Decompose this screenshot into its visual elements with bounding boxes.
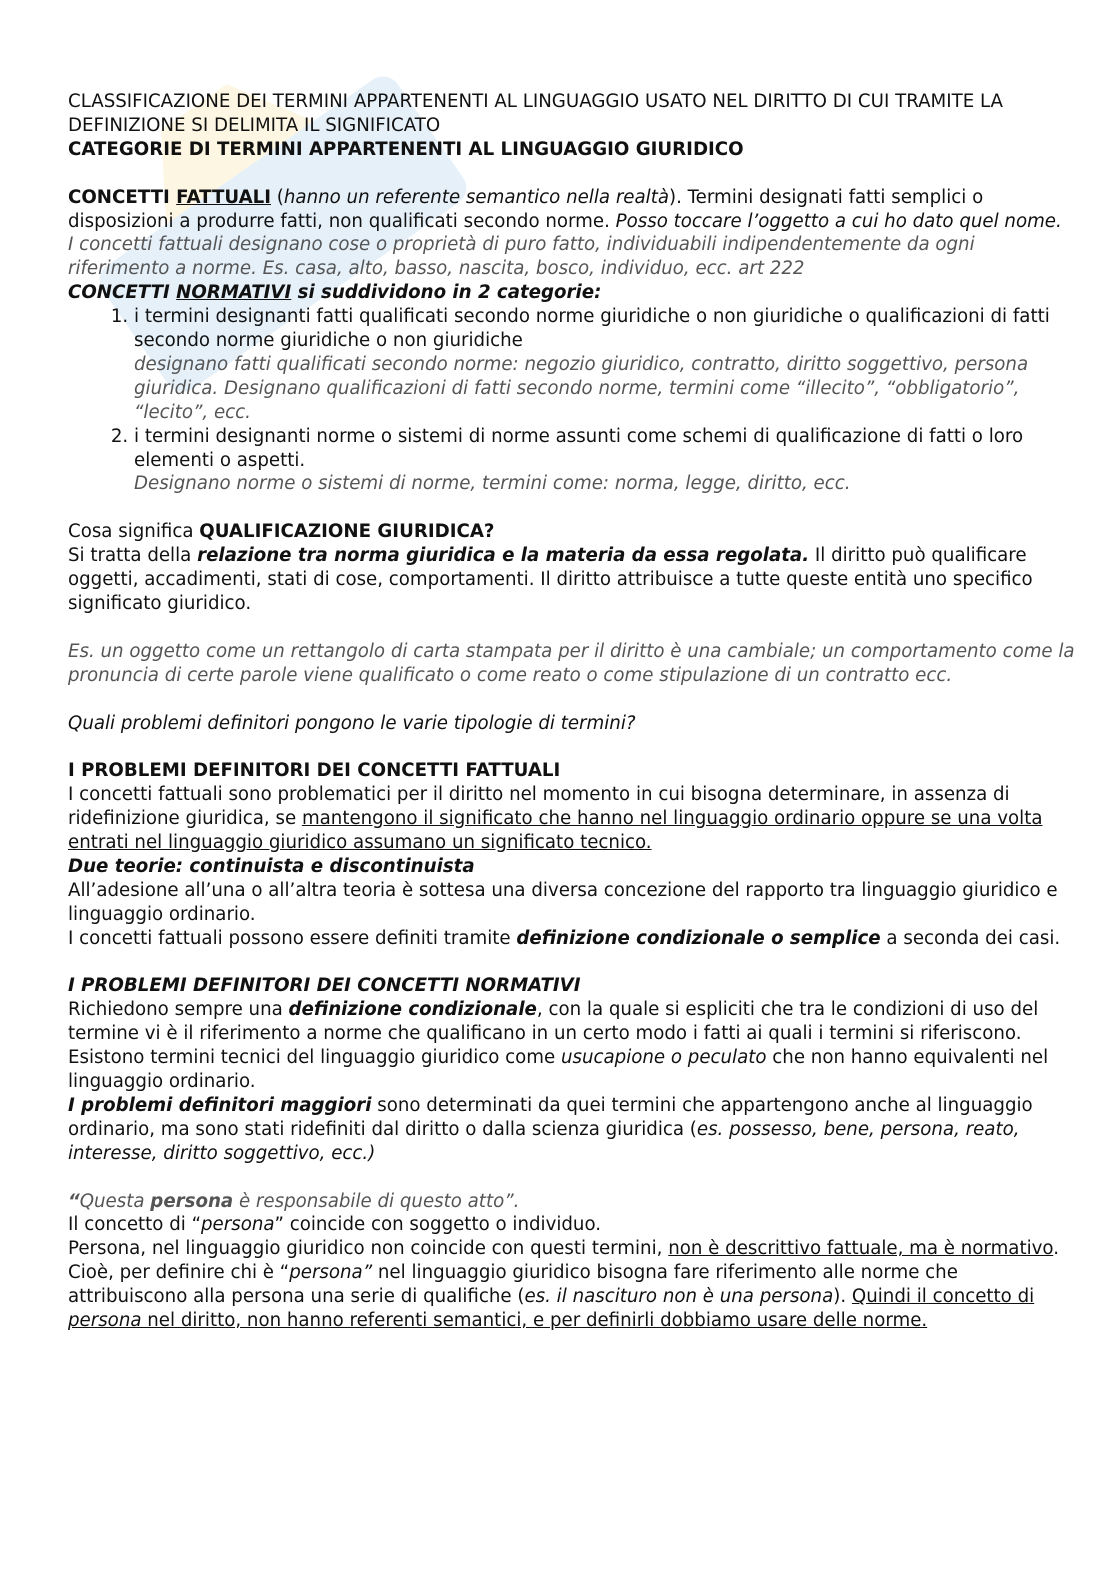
technical-terms-paragraph: Esistono termini tecnici del linguaggio giuridico come usucapione o peculato che non hanno equivalenti nel linguaggio ordinario. bbox=[68, 1047, 1049, 1093]
persona-concept-paragraph: Il concetto di “persona” coincide con soggetto o individuo. bbox=[68, 1214, 602, 1236]
fattuali-note: I concetti fattuali designano cose o proprietà di puro fatto, individuabili indipendentemente da ogni riferimento a norme. Es. casa, alto, basso, nascita, bosco, individuo, ecc. art 222 bbox=[68, 234, 975, 280]
problems-question: Quali problemi definitori pongono le varie tipologie di termini? bbox=[68, 712, 636, 734]
persona-quote: “Questa persona è responsabile di questo atto”. bbox=[68, 1190, 520, 1212]
document-page bbox=[68, 90, 1078, 1333]
normativi-heading: CONCETTI NORMATIVI si suddividono in 2 categorie: bbox=[68, 282, 602, 304]
list-item: 1. i termini designanti fatti qualificati secondo norme giuridiche o non giuridiche o qualificazioni di fatti secondo norme giuridiche o non giuridiche designano fatti qualificati secondo norme: negozio giuridico, contratto, diritto soggettivo, persona giuridica. Designano qualificazioni di fatti secondo norme, termini come “illecito”, “obbligatorio”, “lecito”, ecc. bbox=[134, 305, 1078, 425]
theories-heading: Due teorie: continuista e discontinuista bbox=[68, 855, 475, 877]
normativi-problems-heading: I PROBLEMI DEFINITORI DEI CONCETTI NORMATIVI bbox=[68, 975, 581, 997]
fattuali-term: FATTUALI bbox=[176, 186, 272, 208]
title-categories: CATEGORIE DI TERMINI APPARTENENTI AL LINGUAGGIO GIURIDICO bbox=[68, 138, 744, 160]
fattuali-paragraph: CONCETTI FATTUALI (hanno un referente semantico nella realtà). Termini designati fatti semplici o disposizioni a produrre fatti, non qualificati secondo norme. Posso toccare l’oggetto a cui ho dato quel nome. bbox=[68, 186, 1062, 232]
theories-paragraph: All’adesione all’una o all’altra teoria è sottesa una diversa concezione del rapporto tra linguaggio giuridico e linguaggio ordinario. bbox=[68, 879, 1058, 925]
fattuali-problems-paragraph: I concetti fattuali sono problematici per il diritto nel momento in cui bisogna determinare, in assenza di ridefinizione giuridica, se mantengono il significato che hanno nel linguaggio ordinario oppure se una volta entrati nel linguaggio giuridico assumano un significato tecnico. bbox=[68, 784, 1043, 854]
fattuali-problems-heading: I PROBLEMI DEFINITORI DEI CONCETTI FATTUALI bbox=[68, 760, 561, 782]
title-classification: CLASSIFICAZIONE DEI TERMINI APPARTENENTI AL LINGUAGGIO USATO NEL DIRITTO DI CUI TRAMITE LA DEFINIZIONE SI DELIMITA IL SIGNIFICATO bbox=[68, 91, 1003, 136]
fattuali-definition-paragraph: I concetti fattuali possono essere definiti tramite definizione condizionale o semplice a seconda dei casi. bbox=[68, 927, 1061, 949]
qualificazione-question: Cosa significa QUALIFICAZIONE GIURIDICA? bbox=[68, 521, 495, 543]
qualificazione-example: Es. un oggetto come un rettangolo di carta stampata per il diritto è una cambiale; un comportamento come la pronuncia di certe parole viene qualificato o come reato o come stipulazione di un contratto ecc. bbox=[68, 640, 1075, 686]
major-problems-paragraph: I problemi definitori maggiori sono determinati da quei termini che appartengono anche al linguaggio ordinario, ma sono stati ridefiniti dal diritto o dalla scienza giuridica (es. possesso, bene, persona, reato, interesse, diritto soggettivo, ecc.) bbox=[68, 1094, 1033, 1164]
normativi-problems-paragraph: Richiedono sempre una definizione condizionale, con la quale si espliciti che tra le condizioni di uso del termine vi è il riferimento a norme che qualificano in un certo modo i fatti ai quali i termini si riferiscono. bbox=[68, 999, 1039, 1045]
qualificazione-paragraph: Si tratta della relazione tra norma giuridica e la materia da essa regolata. Il diritto può qualificare oggetti, accadimenti, stati di cose, comportamenti. Il diritto attribuisce a tutte queste entità uno specifico significato giuridico. bbox=[68, 545, 1033, 614]
persona-legal-paragraph: Persona, nel linguaggio giuridico non coincide con questi termini, non è descrittivo fattuale, ma è normativo. Cioè, per definire chi è “persona” nel linguaggio giuridico bisogna fare riferimento alle norme che attribuiscono alla persona una serie di qualifiche (es. il nascituro non è una persona). Quindi il concetto di persona nel diritto, non hanno referenti semantici, e per definirli dobbiamo usare delle norme. bbox=[68, 1238, 1060, 1332]
normativi-list bbox=[68, 305, 1078, 496]
list-item: 2. i termini designanti norme o sistemi di norme assunti come schemi di qualificazione di fatti o loro elementi o aspetti. Designano norme o sistemi di norme, termini come: norma, legge, diritto, ecc. bbox=[134, 425, 1078, 497]
